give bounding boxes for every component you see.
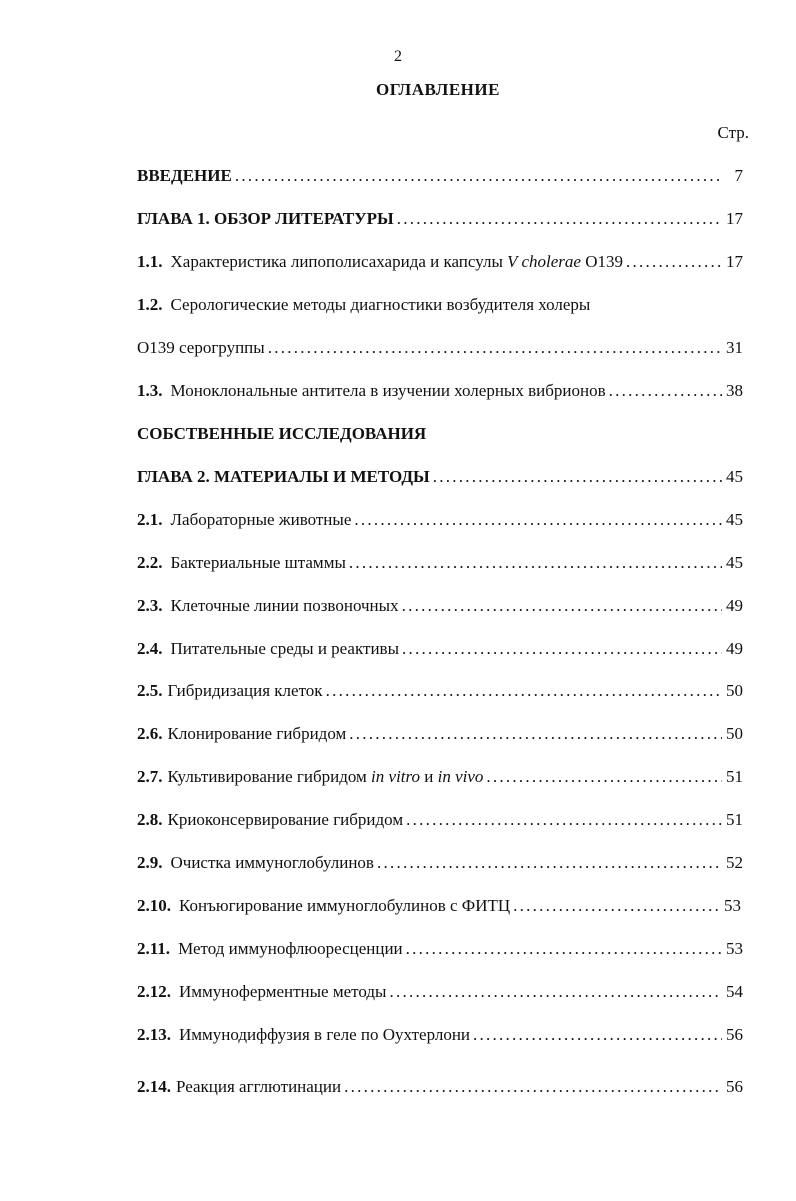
toc-entry-number: 1.3. bbox=[137, 381, 163, 400]
toc-leader-dots bbox=[626, 252, 722, 272]
toc-entry-number: 2.3. bbox=[137, 596, 163, 615]
toc-entry-2-7[interactable] bbox=[137, 767, 743, 789]
toc-page-number: 53 bbox=[724, 896, 741, 915]
toc-entry-1-2[interactable] bbox=[137, 295, 743, 317]
toc-entry-title: Реакция агглютинации bbox=[176, 1077, 342, 1096]
toc-entry-title: O139 серогруппы bbox=[137, 338, 265, 357]
toc-entry-title: Очистка иммуноглобулинов bbox=[170, 853, 374, 872]
toc-leader-dots bbox=[389, 982, 722, 1002]
toc-entry-title: Культивирование гибридом in vitro и in vivo bbox=[167, 767, 484, 786]
toc-entry-title: Иммуноферментные методы bbox=[179, 982, 387, 1001]
toc-entry-1-1[interactable] bbox=[137, 252, 743, 274]
toc-entry-title: Криоконсервирование гибридом bbox=[167, 810, 404, 829]
toc-page-number: 17 bbox=[726, 252, 743, 271]
toc-entry-title: ГЛАВА 1. ОБЗОР ЛИТЕРАТУРЫ bbox=[137, 209, 394, 228]
toc-entry-title: Конъюгирование иммуноглобулинов с ФИТЦ bbox=[179, 896, 511, 915]
toc-entry-number: 2.9. bbox=[137, 853, 163, 872]
toc-leader-dots bbox=[268, 338, 722, 358]
toc-leader-dots bbox=[349, 724, 722, 744]
toc-entry-number: 1.2. bbox=[137, 295, 163, 314]
toc-entry-number: 2.2. bbox=[137, 553, 163, 572]
toc-entry-2-11[interactable] bbox=[137, 939, 743, 961]
toc-entry-number: 2.8. bbox=[137, 810, 163, 829]
toc-entry-title: ГЛАВА 2. МАТЕРИАЛЫ И МЕТОДЫ bbox=[137, 467, 430, 486]
toc-entry-introduction[interactable] bbox=[137, 166, 743, 188]
toc-page-number: 45 bbox=[726, 553, 743, 572]
toc-leader-dots bbox=[513, 896, 720, 916]
toc-page-number: 56 bbox=[726, 1077, 743, 1096]
toc-entry-2-8[interactable] bbox=[137, 810, 743, 832]
toc-leader-dots bbox=[406, 939, 722, 959]
toc-page-number: 52 bbox=[726, 853, 743, 872]
toc-page-number: 49 bbox=[726, 639, 743, 658]
toc-entry-number: 2.7. bbox=[137, 767, 163, 786]
toc-entry-title: Клеточные линии позвоночных bbox=[170, 596, 399, 615]
toc-entry-title: Гибридизация клеток bbox=[167, 681, 323, 700]
toc-entry-title: Характеристика липополисахарида и капсулы V cholerae O139 bbox=[170, 252, 623, 271]
toc-leader-dots bbox=[473, 1025, 722, 1045]
toc-entry-number: 2.6. bbox=[137, 724, 163, 743]
toc-entry-2-1[interactable] bbox=[137, 510, 743, 532]
toc-entry-1-3[interactable] bbox=[137, 381, 743, 403]
toc-leader-dots bbox=[354, 510, 722, 530]
toc-entry-number: 2.11. bbox=[137, 939, 171, 958]
toc-entry-2-12[interactable] bbox=[137, 982, 743, 1004]
toc-entry-2-3[interactable] bbox=[137, 596, 743, 618]
toc-page-number: 51 bbox=[726, 810, 743, 829]
toc-entry-title: ВВЕДЕНИЕ bbox=[137, 166, 232, 185]
toc-entry-title: Лабораторные животные bbox=[170, 510, 352, 529]
toc-page-number: 31 bbox=[726, 338, 743, 357]
toc-entry-title: Моноклональные антитела в изучении холерных вибрионов bbox=[170, 381, 606, 400]
toc-leader-dots bbox=[402, 639, 722, 659]
page-column-label: Стр. bbox=[717, 123, 749, 142]
toc-entry-number: 2.13. bbox=[137, 1025, 171, 1044]
toc-leader-dots bbox=[344, 1077, 722, 1097]
toc-entry-number: 2.12. bbox=[137, 982, 171, 1001]
toc-entry-2-13[interactable] bbox=[137, 1025, 743, 1047]
toc-entry-2-14[interactable] bbox=[137, 1077, 743, 1099]
toc-page-number: 53 bbox=[726, 939, 743, 958]
toc-leader-dots bbox=[235, 166, 722, 186]
toc-page-number: 50 bbox=[726, 724, 743, 743]
toc-page-number: 50 bbox=[726, 681, 743, 700]
toc-entry-title: Питательные среды и реактивы bbox=[170, 639, 399, 658]
toc-entry-title: Бактериальные штаммы bbox=[170, 553, 346, 572]
toc-entry-chapter-1[interactable] bbox=[137, 209, 743, 231]
toc-entry-2-4[interactable] bbox=[137, 639, 743, 661]
toc-leader-dots bbox=[433, 467, 722, 487]
toc-entry-number: 2.10. bbox=[137, 896, 171, 915]
toc-entry-number: 2.5. bbox=[137, 681, 163, 700]
toc-entry-number: 2.1. bbox=[137, 510, 163, 529]
toc-page-number: 51 bbox=[726, 767, 743, 786]
toc-leader-dots bbox=[377, 853, 722, 873]
toc-entry-1-2-continued[interactable] bbox=[137, 338, 743, 360]
toc-entry-chapter-2[interactable] bbox=[137, 467, 743, 489]
section-heading: СОБСТВЕННЫЕ ИССЛЕДОВАНИЯ bbox=[137, 424, 427, 443]
toc-leader-dots bbox=[486, 767, 722, 787]
toc-entry-2-2[interactable] bbox=[137, 553, 743, 575]
toc-page-number: 49 bbox=[726, 596, 743, 615]
toc-entry-title: Серологические методы диагностики возбудителя холеры bbox=[170, 295, 591, 314]
toc-leader-dots bbox=[402, 596, 722, 616]
toc-leader-dots bbox=[326, 681, 722, 701]
toc-entry-number: 1.1. bbox=[137, 252, 163, 271]
toc-entry-title: Метод иммунофлюоресценции bbox=[178, 939, 403, 958]
toc-leader-dots bbox=[397, 209, 722, 229]
toc-page-number: 45 bbox=[726, 510, 743, 529]
toc-page-number: 45 bbox=[726, 467, 743, 486]
toc-entry-number: 2.14. bbox=[137, 1077, 171, 1096]
toc-entry-2-6[interactable] bbox=[137, 724, 743, 746]
toc-entry-2-5[interactable] bbox=[137, 681, 743, 703]
toc-leader-dots bbox=[406, 810, 722, 830]
toc-page-number: 7 bbox=[734, 166, 743, 185]
toc-page-number: 17 bbox=[726, 209, 743, 228]
toc-entry-number: 2.4. bbox=[137, 639, 163, 658]
toc-leader-dots bbox=[609, 381, 722, 401]
page-number: 2 bbox=[394, 48, 402, 65]
toc-entry-title: Клонирование гибридом bbox=[167, 724, 347, 743]
toc-leader-dots bbox=[349, 553, 722, 573]
toc-page-number: 54 bbox=[726, 982, 743, 1001]
toc-page-number: 38 bbox=[726, 381, 743, 400]
page-title: ОГЛАВЛЕНИЕ bbox=[376, 80, 500, 99]
toc-entry-title: Иммунодиффузия в геле по Оухтерлони bbox=[179, 1025, 471, 1044]
toc-page-number: 56 bbox=[726, 1025, 743, 1044]
toc-entry-2-10[interactable] bbox=[137, 896, 741, 918]
toc-entry-2-9[interactable] bbox=[137, 853, 743, 875]
